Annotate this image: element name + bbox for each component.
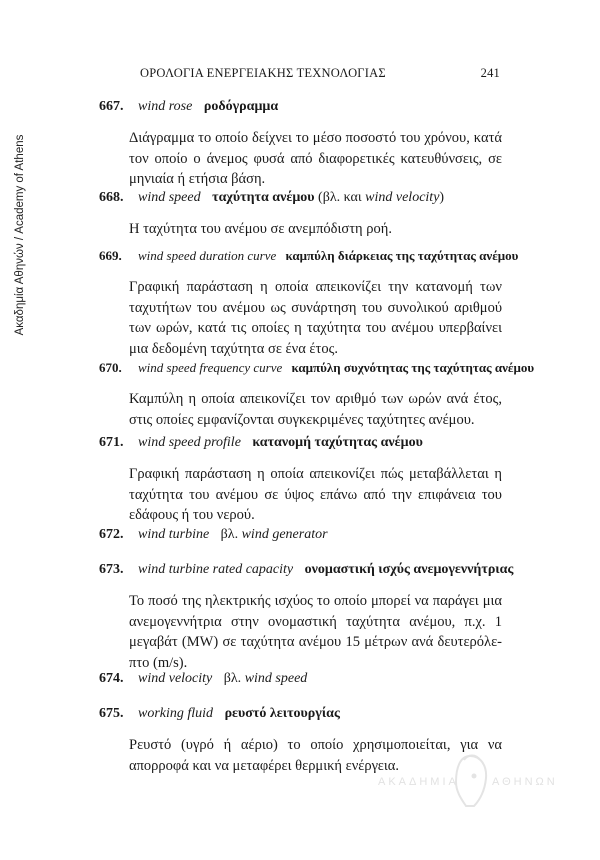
entry-667: [99, 98, 502, 190]
side-label: Ακαδημία Αθηνών / Academy of Athens: [14, 134, 26, 336]
note-prefix: (βλ. και: [318, 190, 366, 205]
english-term: wind speed duration curve: [138, 248, 277, 263]
page-number: 241: [480, 66, 500, 80]
entry-headline: [99, 98, 502, 116]
entry-number: 670.: [99, 360, 122, 375]
entry-number: 669.: [99, 248, 122, 263]
entry-674: [99, 670, 502, 688]
cross-reference: [318, 190, 444, 205]
entry-headline: [99, 359, 535, 377]
see-prefix: βλ.: [223, 671, 242, 686]
athena-head-icon: [450, 752, 490, 810]
entry-672: [99, 526, 502, 544]
entry-description: Διάγραμμα το οποίο δείχνει το μέσο ποσοστό του χρόνου, κατά τον οποίο ο άνεμος φυσά από διαφορετικές κατευθύνσεις, σε μηνιαία ή ετήσια βάση.: [129, 130, 502, 187]
entry-description: Γραφική παράσταση η οποία απεικονίζει την κατανομή των ταχυτήτων του ανέμου ως συνάρτηση του συνολικού αριθμού των ωρών, κατά τις οποίες η ταχύτητα του ανέμου υπερβαίνει μια δεδομένη ταχύτητα σε ένα έτος.: [129, 279, 502, 357]
greek-term: καμπύλη συχνότητας της ταχύτητας ανέμου: [291, 360, 535, 375]
note-term: wind velocity: [365, 190, 440, 205]
english-term: wind speed: [138, 190, 201, 205]
entry-headline: [99, 526, 502, 544]
entry-headline: [99, 670, 502, 688]
entry-number: 673.: [99, 562, 124, 577]
see-prefix: βλ.: [220, 527, 239, 542]
watermark-right-text: ΑΘΗΝΩΝ: [492, 776, 558, 788]
entry-description: Ρευστό (υγρό ή αέριο) το οποίο χρησιμοποιείται, για να απορροφά και να μεταφέρει θερμική ενέργεια.: [129, 737, 502, 774]
running-title: ΟΡΟΛΟΓΙΑ ΕΝΕΡΓΕΙΑΚΗΣ ΤΕΧΝΟΛΟΓΙΑΣ: [140, 66, 386, 80]
english-term: wind speed frequency curve: [138, 360, 283, 375]
entry-669: [99, 247, 519, 359]
entry-number: 674.: [99, 671, 124, 686]
entry-headline: [99, 705, 502, 723]
entry-headline: [99, 189, 502, 207]
greek-term: ροδόγραμμα: [203, 99, 279, 114]
greek-term: καμπύλη διάρκειας της ταχύτητας ανέμου: [285, 248, 519, 263]
entry-number: 675.: [99, 706, 124, 721]
entry-headline: [99, 247, 519, 265]
english-term: wind turbine rated capacity: [138, 562, 294, 577]
english-term: wind turbine: [138, 527, 210, 542]
academy-watermark: [378, 752, 558, 812]
english-term: working fluid: [138, 706, 214, 721]
entry-number: 668.: [99, 190, 124, 205]
entry-number: 671.: [99, 435, 124, 450]
greek-term: ρευστό λειτουργίας: [224, 706, 340, 721]
entry-671: [99, 434, 502, 526]
entry-headline: [99, 434, 502, 452]
english-term: wind velocity: [138, 671, 213, 686]
greek-term: ονομαστική ισχύς ανεμογεννήτριας: [304, 562, 514, 577]
entry-description: Γραφική παράσταση η οποία απεικονίζει πώς μεταβάλλεται η ταχύτητα του ανέμου σε ύψος επάνω από την επιφάνεια του εδάφους ή του νερού.: [129, 466, 502, 523]
see-term: wind speed: [244, 671, 308, 686]
entry-670: [99, 359, 535, 430]
entry-668: [99, 189, 502, 240]
entry-description: Η ταχύτητα του ανέμου σε ανεμπόδιστη ροή.: [129, 221, 392, 237]
english-term: wind speed profile: [138, 435, 241, 450]
entry-description: Το ποσό της ηλεκτρικής ισχύος το οποίο μπορεί να παράγει μια ανεμογεννήτρια στην ονομαστική ταχύτητα ανέμου, π.χ. 1 μεγαβάτ (MW) σε ταχύτητα ανέμου 15 μέτρων ανά δευτερόλε-πτο (m/s).: [129, 593, 502, 671]
greek-term: κατανομή ταχύτητας ανέμου: [252, 435, 423, 450]
entry-number: 667.: [99, 99, 124, 114]
english-term: wind rose: [138, 99, 193, 114]
note-suffix: ): [439, 190, 445, 205]
entry-673: [99, 561, 514, 673]
greek-term: ταχύτητα ανέμου: [212, 190, 315, 205]
watermark-left-text: ΑΚΑΔΗΜΙΑ: [378, 776, 459, 788]
entry-headline: [99, 561, 514, 579]
see-term: wind generator: [241, 527, 328, 542]
entry-description: Καμπύλη η οποία απεικονίζει τον αριθμό των ωρών ανά έτος, στις οποίες εμφανίζονται συγκεκριμένες ταχύτητες ανέμου.: [129, 391, 502, 428]
entry-number: 672.: [99, 527, 124, 542]
